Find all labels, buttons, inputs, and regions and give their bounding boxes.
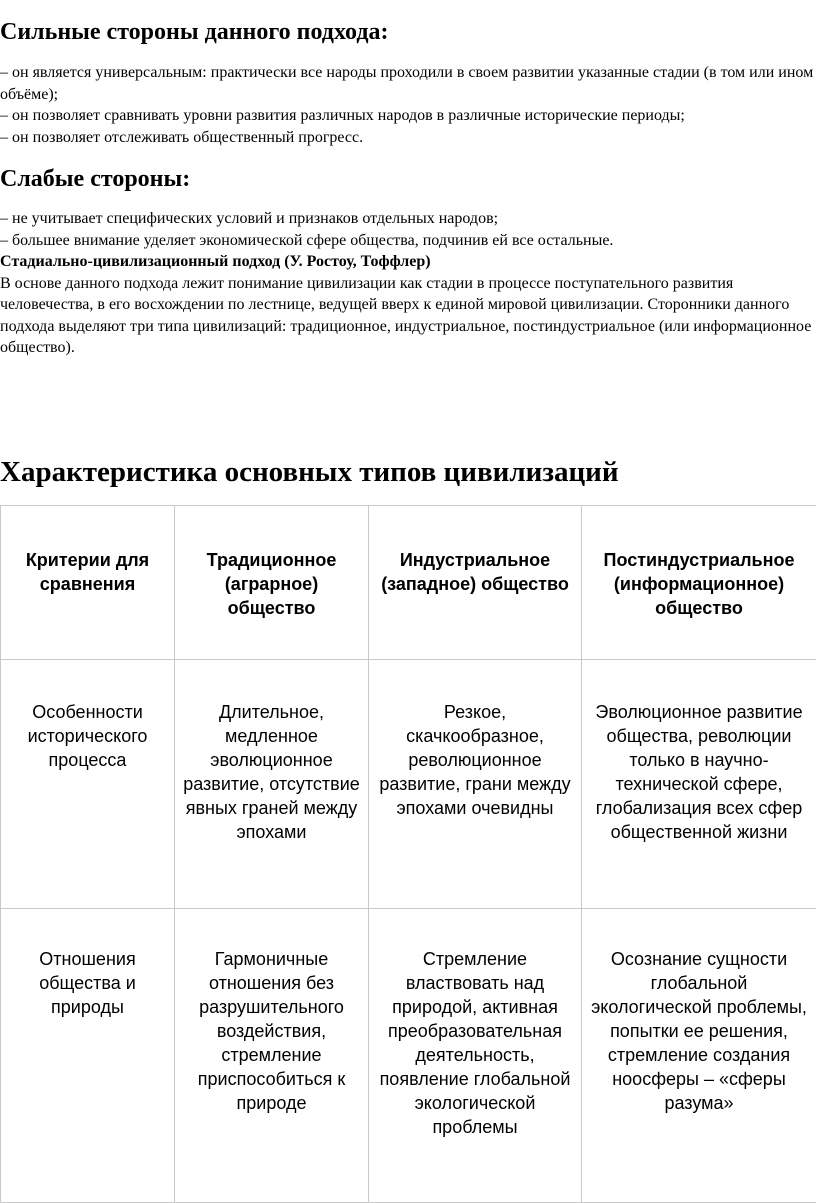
table-cell: Отношения общества и природы (1, 909, 175, 1203)
weaknesses-heading: Слабые стороны: (0, 166, 191, 192)
table-cell: Стремление властвовать над природой, активная преобразовательная деятельность, появление глобальной экологической проблемы (369, 909, 582, 1203)
table-cell: Длительное, медленное эволюционное развитие, отсутствие явных граней между эпохами (175, 659, 369, 908)
approach-title: Стадиально-цивилизационный подход (У. Ростоу, Тоффлер) (0, 253, 431, 270)
table-header-cell: Критерии для сравнения (1, 506, 175, 660)
approach-text: В основе данного подхода лежит понимание цивилизации как стадии в процессе поступательного развития человечества, в его восхождении по лестнице, ведущей вверх к единой мировой цивилизации. Сторонники данного подхода выделяют три типа цивилизаций: традиционное, индустриальное, постиндустриальное (или информационное общество). (0, 274, 812, 356)
table-cell: Эволюционное развитие общества, революции только в научно-технической сфере, глобализация всех сфер общественной жизни (582, 659, 816, 908)
table-row (1, 659, 816, 908)
table-header-row (1, 506, 816, 660)
strengths-item: – он является универсальным: практически все народы проходили в своем развитии указанные стадии (в том или ином объёме); (0, 64, 814, 103)
strengths-heading: Сильные стороны данного подхода: (0, 19, 389, 45)
table-cell: Резкое, скачкообразное, революционное развитие, грани между эпохами очевидны (369, 659, 582, 908)
table-cell: Особенности исторического процесса (1, 659, 175, 908)
weaknesses-list (0, 208, 816, 359)
strengths-item: – он позволяет сравнивать уровни развития различных народов в различные исторические периоды; (0, 107, 685, 124)
table-cell: Осознание сущности глобальной экологической проблемы, попытки ее решения, стремление создания ноосферы – «сферы разума» (582, 909, 816, 1203)
weaknesses-item: – не учитывает специфических условий и признаков отдельных народов; (0, 210, 499, 227)
table-heading: Характеристика основных типов цивилизаций (0, 456, 619, 488)
table-row (1, 909, 816, 1203)
strengths-item: – он позволяет отслеживать общественный прогресс. (0, 128, 364, 146)
strengths-list (0, 62, 816, 148)
table-cell: Гармоничные отношения без разрушительного воздействия, стремление приспособиться к природе (175, 909, 369, 1203)
civilizations-table (0, 505, 816, 1203)
table-header-cell: Постиндустриальное (информационное) общество (582, 506, 816, 660)
weaknesses-item: – большее внимание уделяет экономической сфере общества, подчинив ей все остальные. (0, 231, 614, 249)
table-header-cell: Традиционное (аграрное) общество (175, 506, 369, 660)
table-header-cell: Индустриальное (западное) общество (369, 506, 582, 660)
